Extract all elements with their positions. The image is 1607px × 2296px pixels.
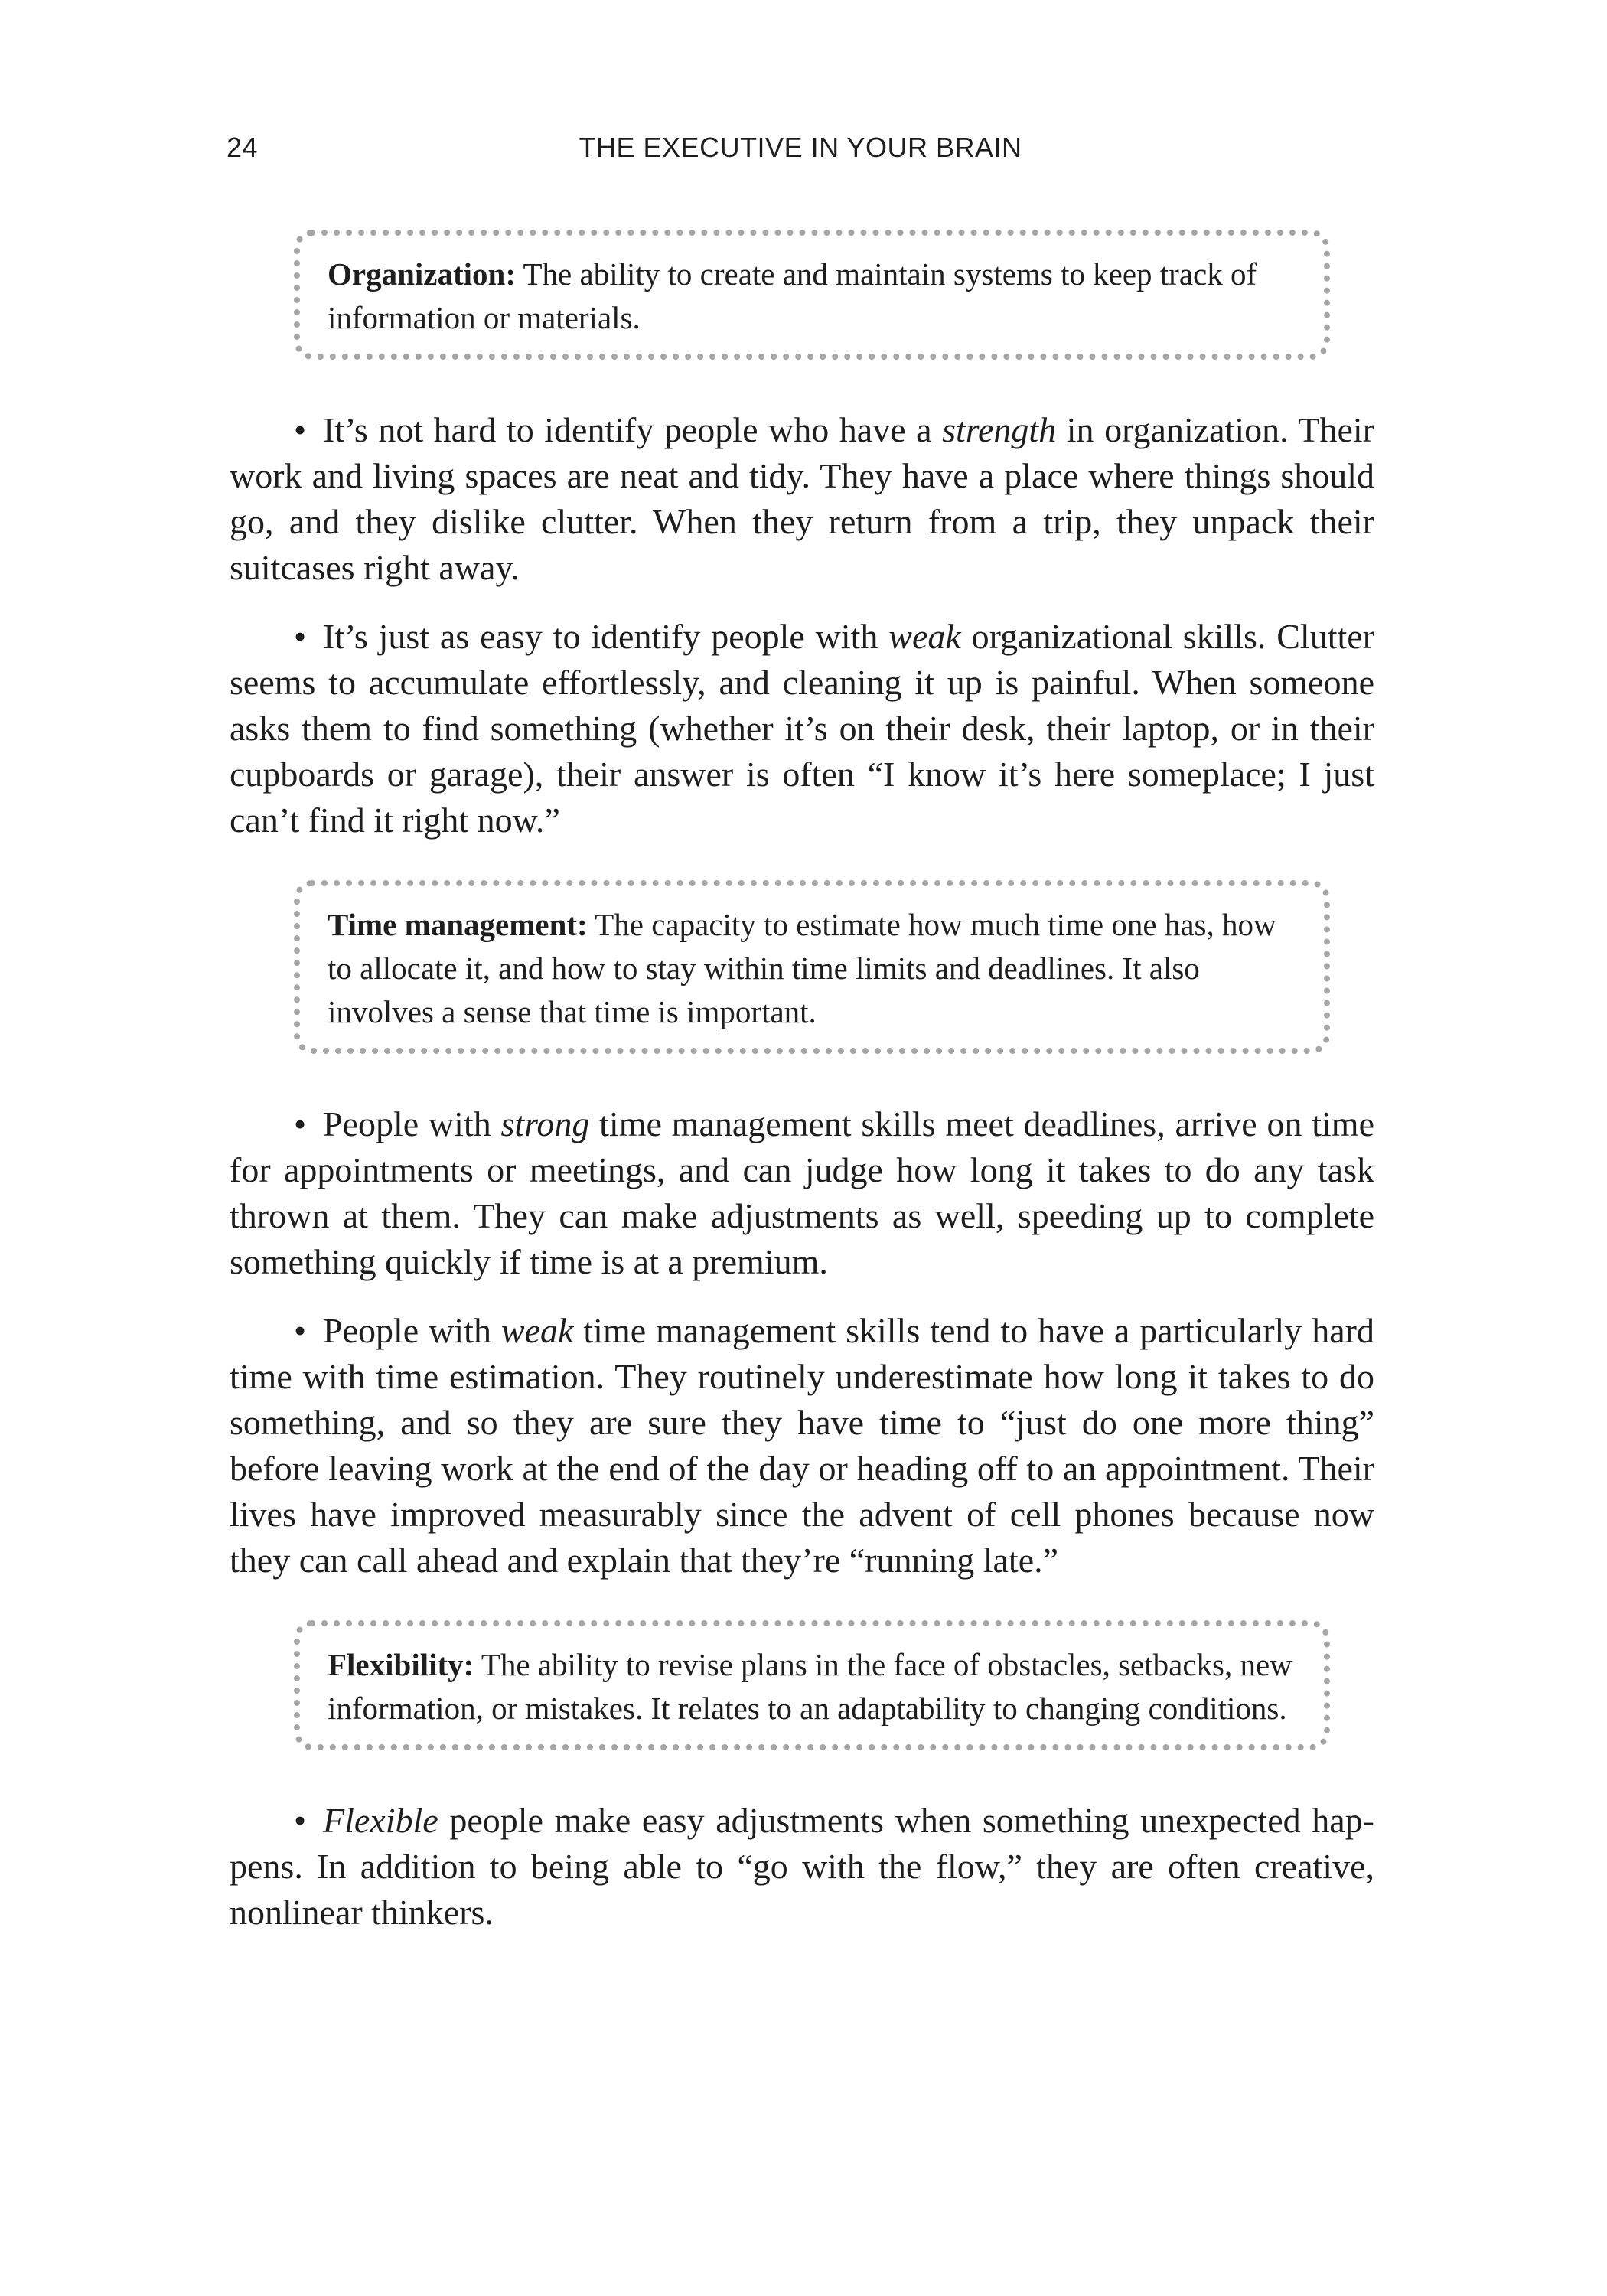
page-number: 24: [227, 132, 259, 163]
page-body: [230, 230, 1374, 1936]
bullet: •: [294, 1311, 307, 1350]
definition-term: Time management:: [328, 907, 588, 942]
definition-text: The ability to create and maintain systems to keep track of information or materials.: [328, 256, 1257, 335]
paragraph-emphasis: weak: [888, 617, 961, 656]
paragraph-emphasis: weak: [500, 1311, 574, 1350]
paragraph-emphasis: strength: [942, 410, 1057, 449]
paragraph-text: People with: [323, 1311, 501, 1350]
bullet: •: [294, 1104, 307, 1143]
bullet: •: [294, 1801, 307, 1840]
paragraph-text: in organization. Their work and living spaces are neat and tidy. They have a place where things should go, and they dislike clutter. When they return from a trip, they unpack their suitcases right away.: [230, 410, 1374, 587]
running-head: THE EXECUTIVE IN YOUR BRAIN: [579, 132, 1022, 163]
bullet: •: [294, 617, 307, 656]
definition-term: Flexibility:: [328, 1647, 474, 1682]
paragraph-text: It’s just as easy to identify people with: [323, 617, 889, 656]
definition-box-organization: [294, 230, 1330, 360]
definition-text: The ability to revise plans in the face of obstacles, setbacks, new information, or mistakes. It relates to an adaptability to changing conditions.: [328, 1647, 1292, 1726]
paragraph-text: time management skills meet deadlines, arrive on time for appointments or meetings, and can judge how long it takes to do any task thrown at them. They can make adjustments as well, speeding up to complete something quickly if time is at a premium.: [230, 1104, 1374, 1281]
paragraph-emphasis: Flexible: [323, 1801, 438, 1840]
definition-text: The capacity to estimate how much time one has, how to allocate it, and how to stay within time limits and deadlines. It also involves a sense that time is important.: [328, 907, 1276, 1029]
paragraph-flexible: [230, 1798, 1374, 1936]
paragraph-organization-strength: [230, 407, 1374, 591]
paragraph-text: people make easy adjustments when something unexpected happens. In addition to being able to “go with the flow,” they are often creative, nonlinear thinkers.: [230, 1801, 1374, 1932]
paragraph-text: People with: [323, 1104, 501, 1143]
paragraph-text: time management skills tend to have a particularly hard time with time estimation. They routinely underestimate how long it takes to do something, and so they are sure they have time to “just do one more thing” before leaving work at the end of the day or heading off to an appointment. Their lives have improved measurably since the advent of cell phones because now they can call ahead and explain that they’re “running late.”: [230, 1311, 1375, 1580]
definition-box-flexibility: [294, 1620, 1330, 1750]
paragraph-time-strong: [230, 1101, 1374, 1285]
paragraph-organization-weak: [230, 614, 1374, 843]
definition-term: Organization:: [328, 256, 516, 292]
paragraph-emphasis: strong: [500, 1104, 590, 1143]
definition-box-time-management: [294, 880, 1330, 1054]
paragraph-time-weak: [230, 1308, 1374, 1583]
paragraph-text: organizational skills. Clutter seems to accumulate effortlessly, and cleaning it up is painful. When someone asks them to find something (whether it’s on their desk, their laptop, or in their cupboards or garage), their answer is often “I know it’s here someplace; I just can’t find it right now.”: [230, 617, 1374, 840]
page-header: [227, 132, 1374, 178]
paragraph-text: It’s not hard to identify people who have a: [323, 410, 943, 449]
bullet: •: [294, 410, 307, 449]
